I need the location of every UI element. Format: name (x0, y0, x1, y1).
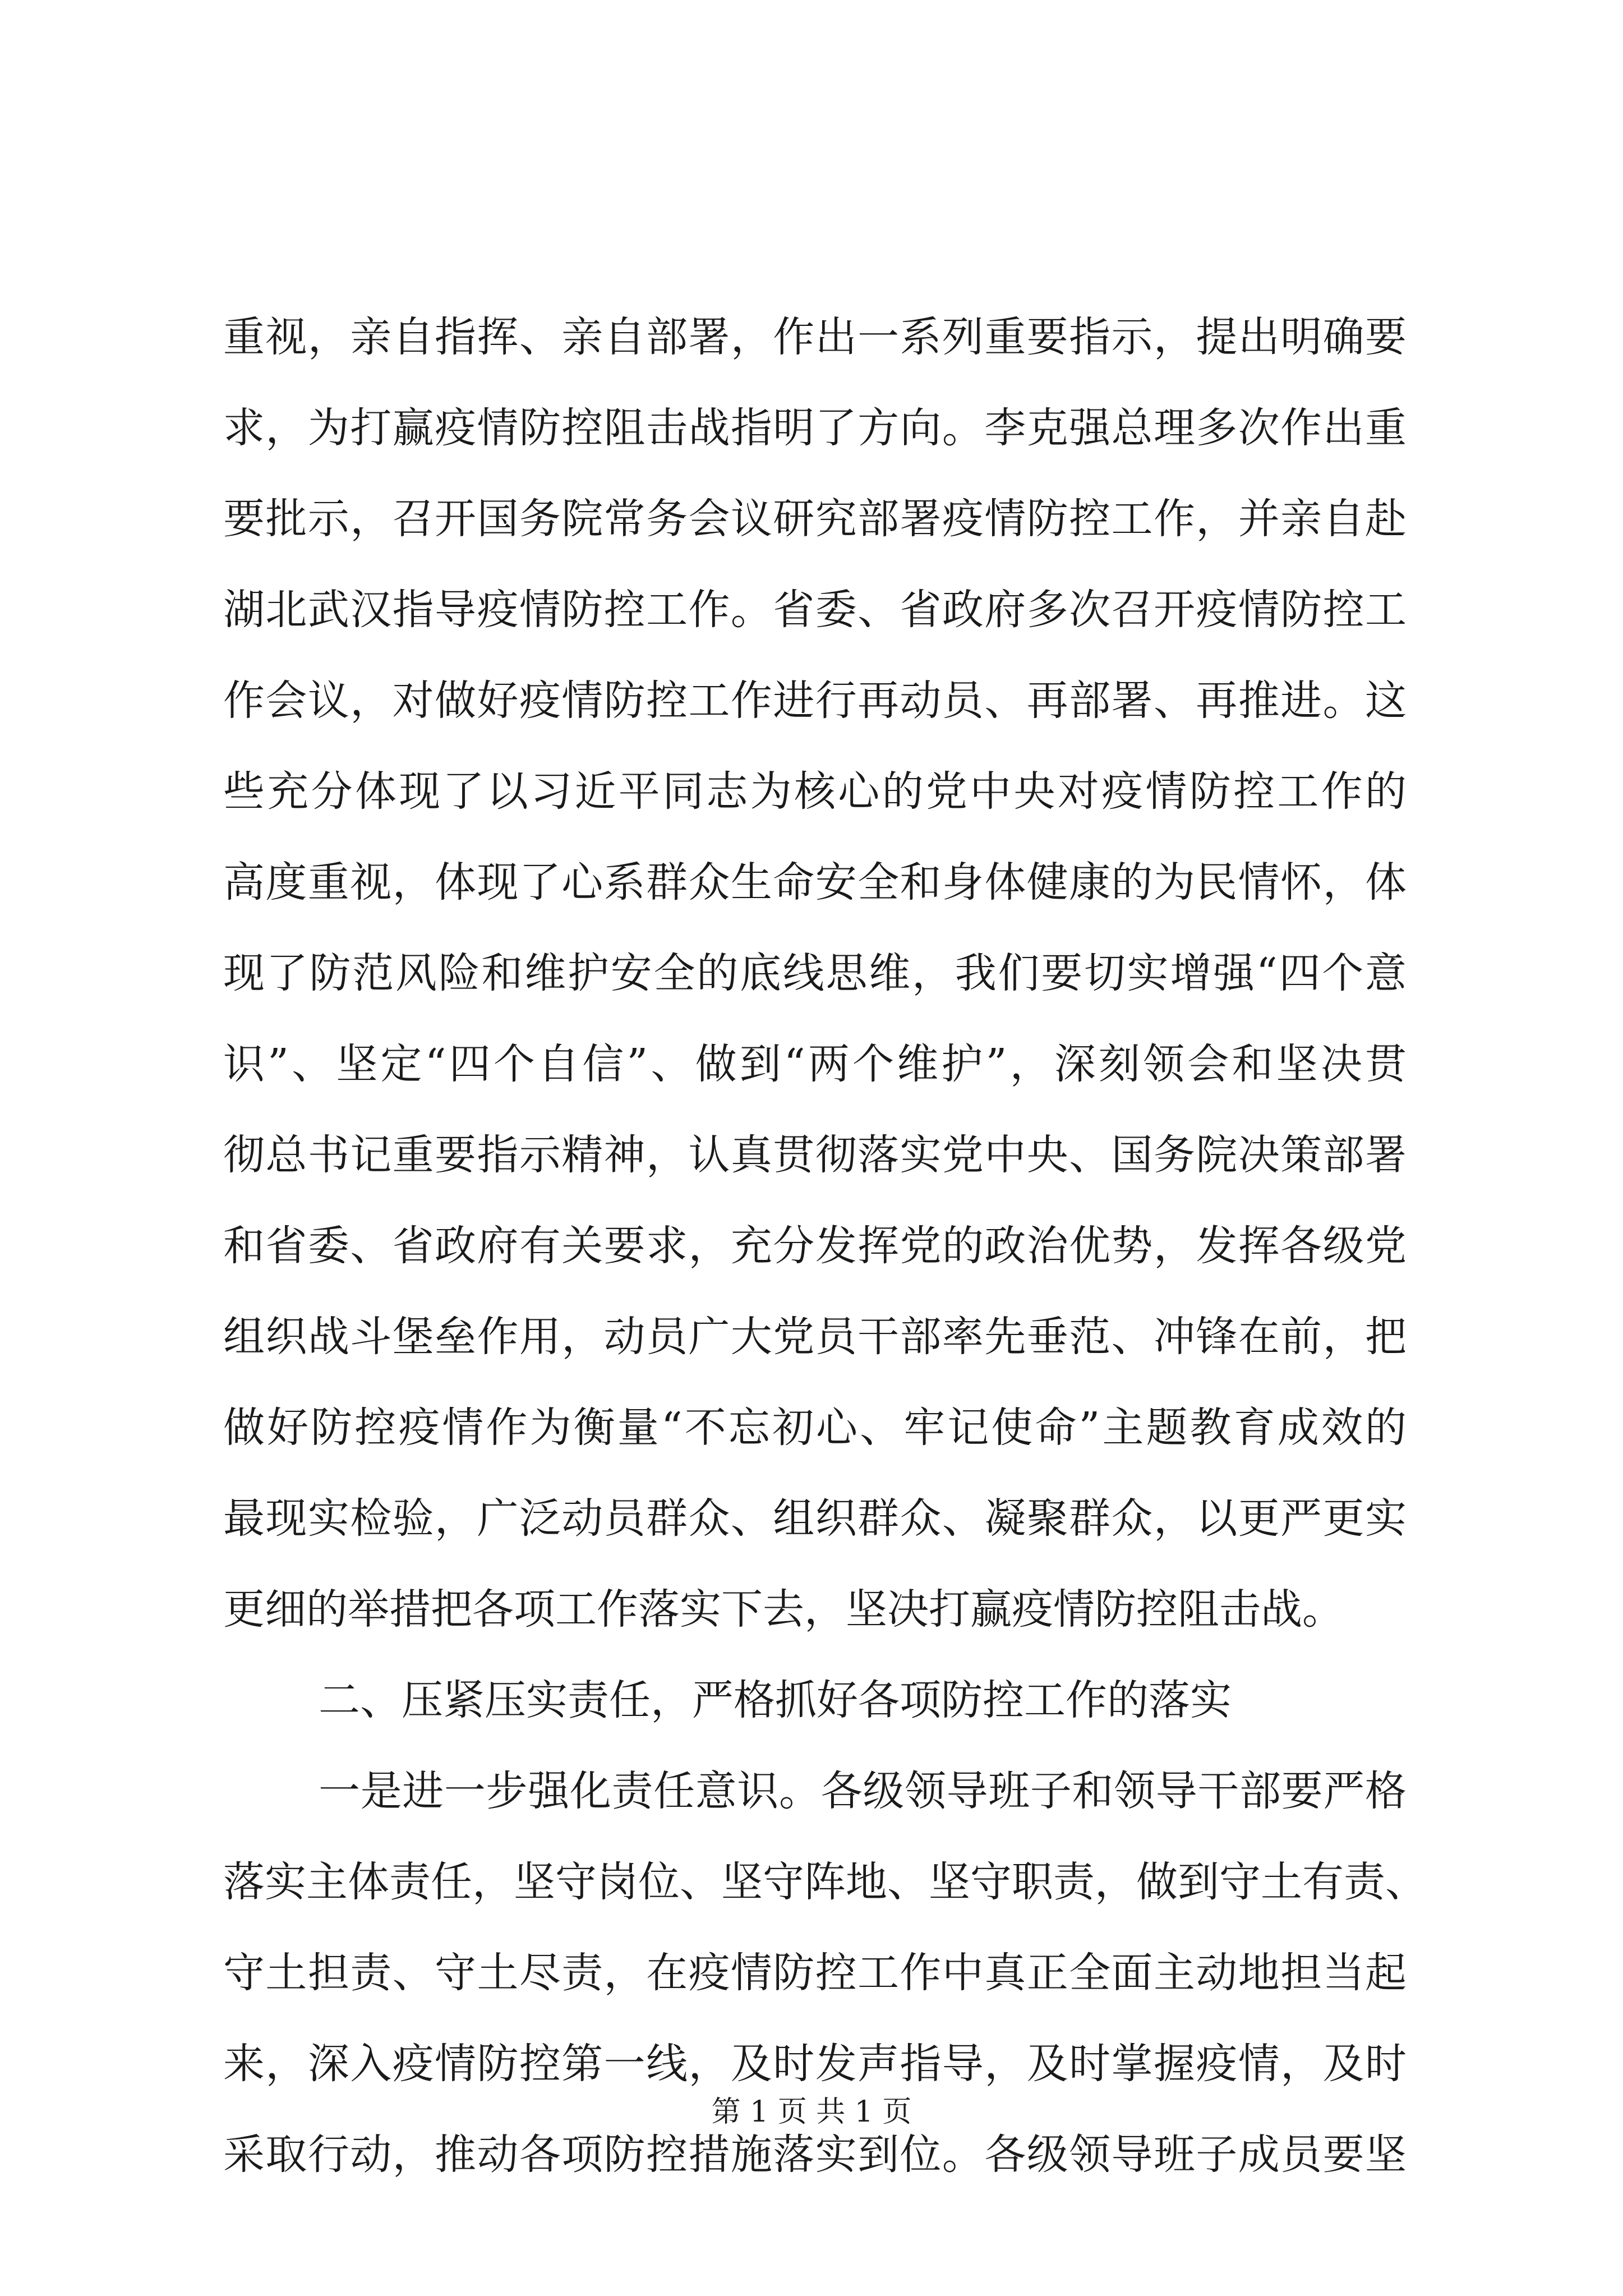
text-line: 采取行动，推动各项防控措施落实到位。各级领导班子成员要坚 (223, 2131, 1407, 2179)
text-line: 来，深入疫情防控第一线，及时发声指导，及时掌握疫情，及时 (223, 2040, 1407, 2088)
text-line: 求，为打赢疫情防控阻击战指明了方向。李克强总理多次作出重 (223, 404, 1407, 452)
text-line: 和省委、省政府有关要求，充分发挥党的政治优势，发挥各级党 (223, 1222, 1407, 1270)
paragraph-end-line: 更细的举措把各项工作落实下去，坚决打赢疫情防控阻击战。 (223, 1585, 1344, 1634)
paragraph-first-line: 一是进一步强化责任意识。各级领导班子和领导干部要严格 (319, 1767, 1407, 1815)
body-text (223, 292, 1427, 2200)
text-line: 彻总书记重要指示精神，认真贯彻落实党中央、国务院决策部署 (223, 1131, 1407, 1179)
text-line: 现了防范风险和维护安全的底线思维，我们要切实增强“四个意 (223, 949, 1407, 997)
text-line: 识”、坚定“四个自信”、做到“两个维护”，深刻领会和坚决贯 (223, 1040, 1407, 1088)
text-line: 高度重视，体现了心系群众生命安全和身体健康的为民情怀，体 (223, 858, 1407, 907)
text-line: 落实主体责任，坚守岗位、坚守阵地、坚守职责，做到守土有责、 (223, 1858, 1427, 1906)
page-footer: 第 1 页 共 1 页 (711, 2095, 912, 2129)
section-heading: 二、压紧压实责任，严格抓好各项防控工作的落实 (319, 1676, 1232, 1724)
text-line: 重视，亲自指挥、亲自部署，作出一系列重要指示，提出明确要 (223, 313, 1407, 361)
text-line: 最现实检验，广泛动员群众、组织群众、凝聚群众，以更严更实 (223, 1494, 1407, 1543)
text-line: 作会议，对做好疫情防控工作进行再动员、再部署、再推进。这 (223, 677, 1407, 725)
text-line: 湖北武汉指导疫情防控工作。省委、省政府多次召开疫情防控工 (223, 586, 1407, 634)
text-line: 些充分体现了以习近平同志为核心的党中央对疫情防控工作的 (223, 767, 1407, 816)
text-line: 守土担责、守土尽责，在疫情防控工作中真正全面主动地担当起 (223, 1949, 1407, 1997)
text-line: 要批示，召开国务院常务会议研究部署疫情防控工作，并亲自赴 (223, 495, 1407, 543)
text-line: 做好防控疫情作为衡量“不忘初心、牢记使命”主题教育成效的 (223, 1404, 1407, 1452)
text-line: 组织战斗堡垒作用，动员广大党员干部率先垂范、冲锋在前，把 (223, 1313, 1407, 1361)
